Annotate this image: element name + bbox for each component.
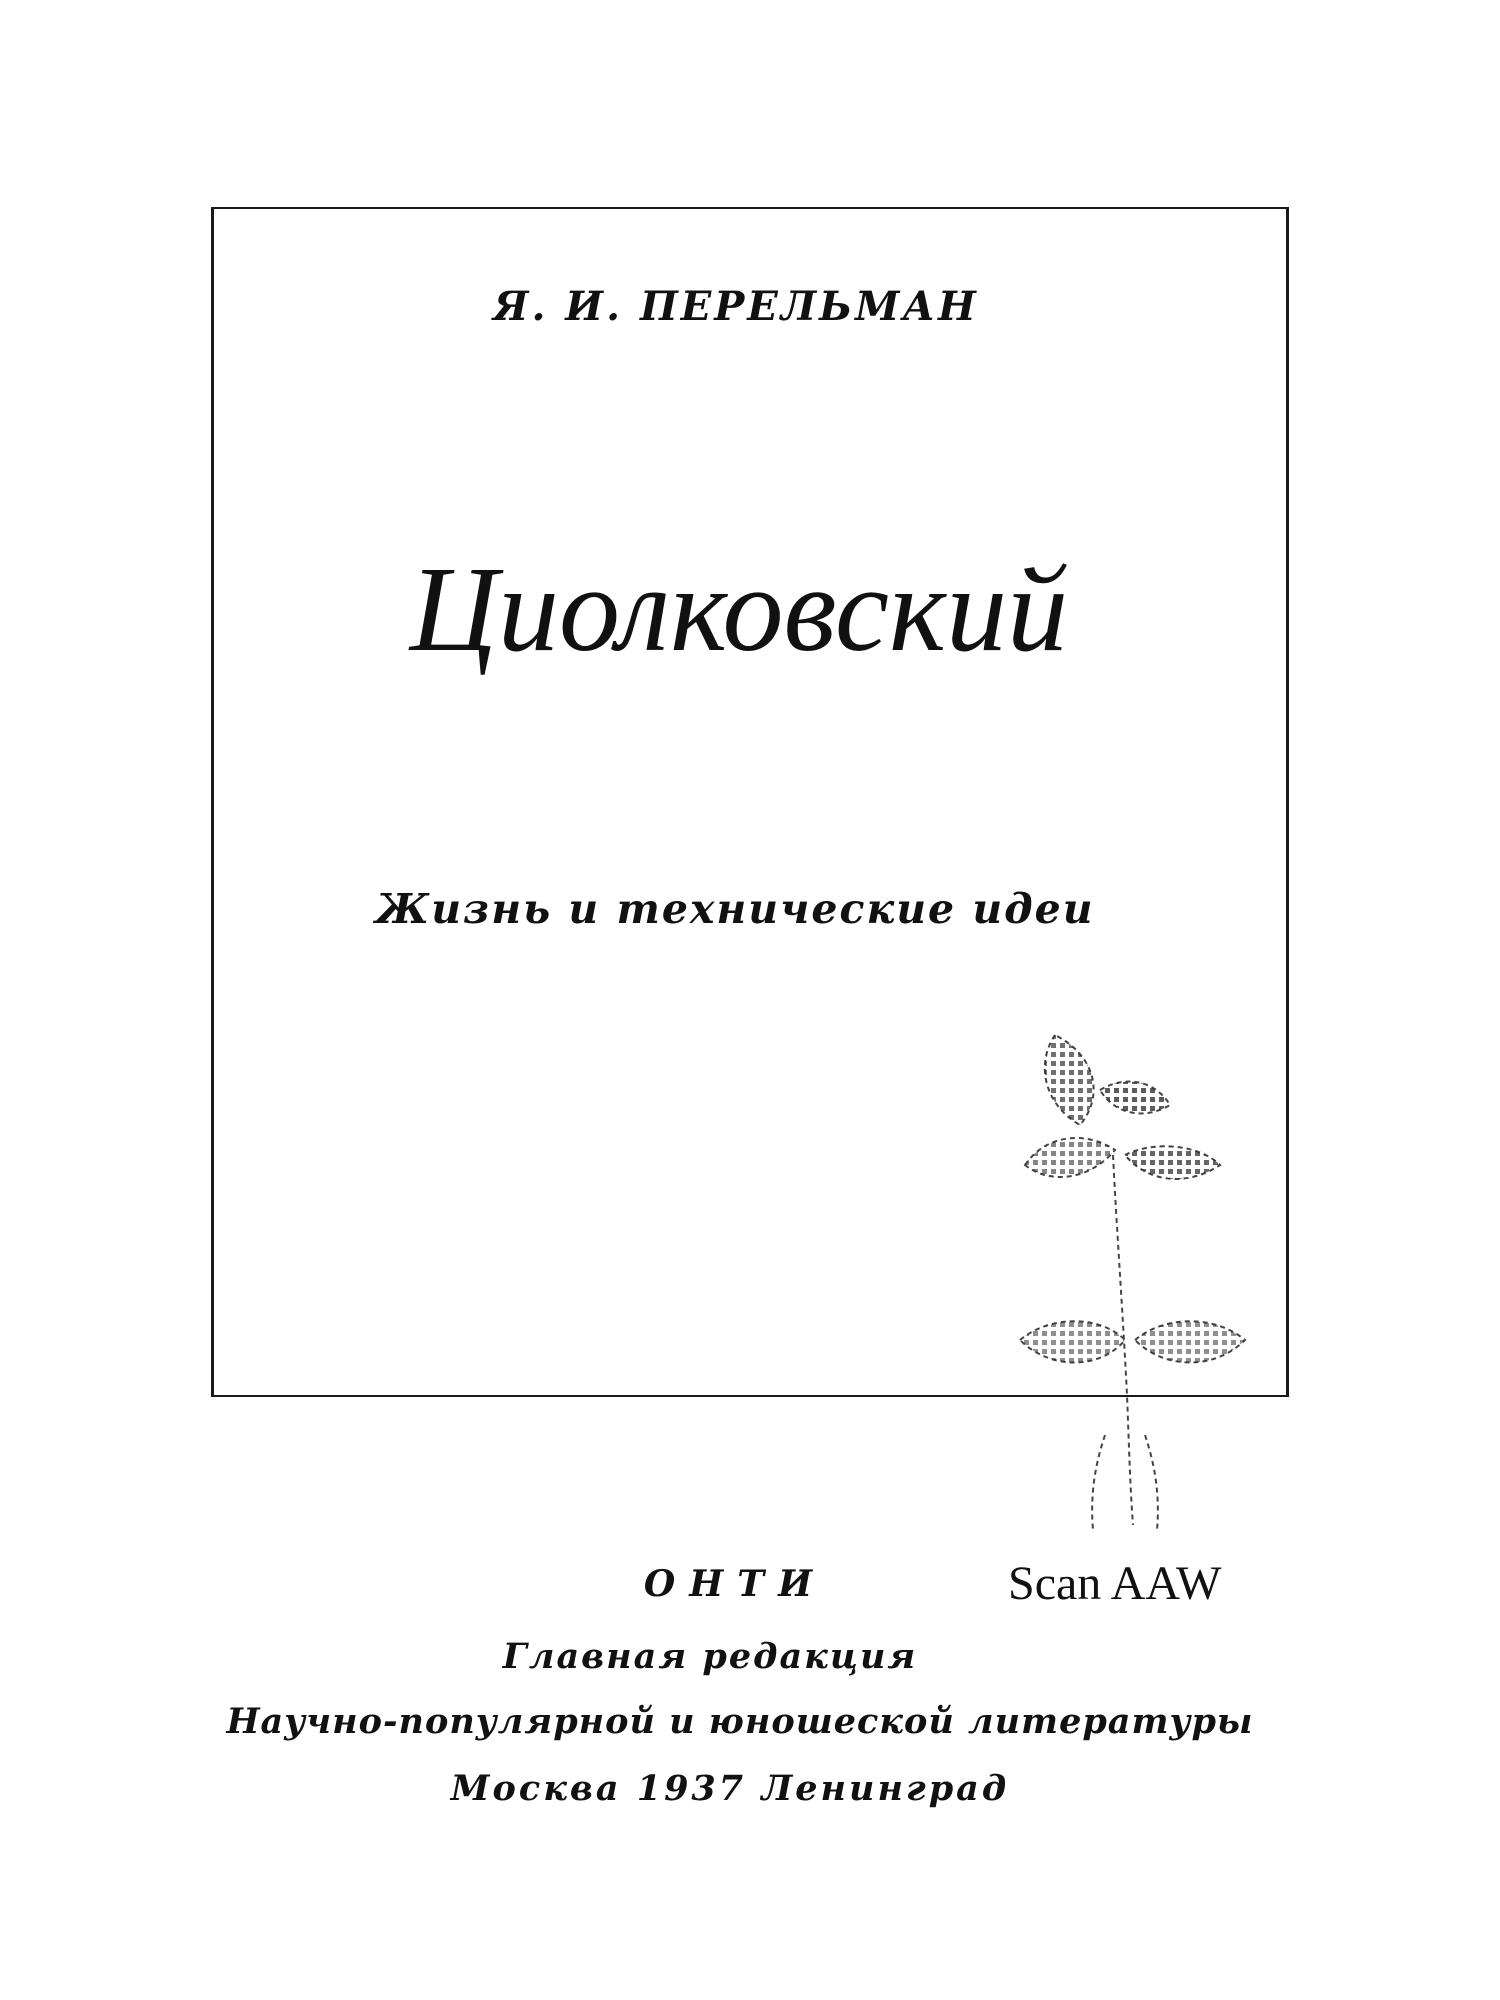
book-subtitle: Жизнь и технические идеи xyxy=(375,885,1095,933)
imprint-city-year: Москва 1937 Ленинград xyxy=(450,1768,1010,1809)
book-title: Циолковский xyxy=(409,542,1069,677)
scan-label: Scan AAW xyxy=(1008,1557,1222,1610)
author-name: Я. И. ПЕРЕЛЬМАН xyxy=(493,283,979,330)
imprint-editorial-office: Главная редакция xyxy=(502,1636,918,1677)
imprint-literature-line: Научно-популярной и юношеской литературы xyxy=(226,1701,1254,1742)
flower-ornament-icon xyxy=(1005,1015,1265,1545)
publisher-name: ОНТИ xyxy=(643,1563,827,1605)
